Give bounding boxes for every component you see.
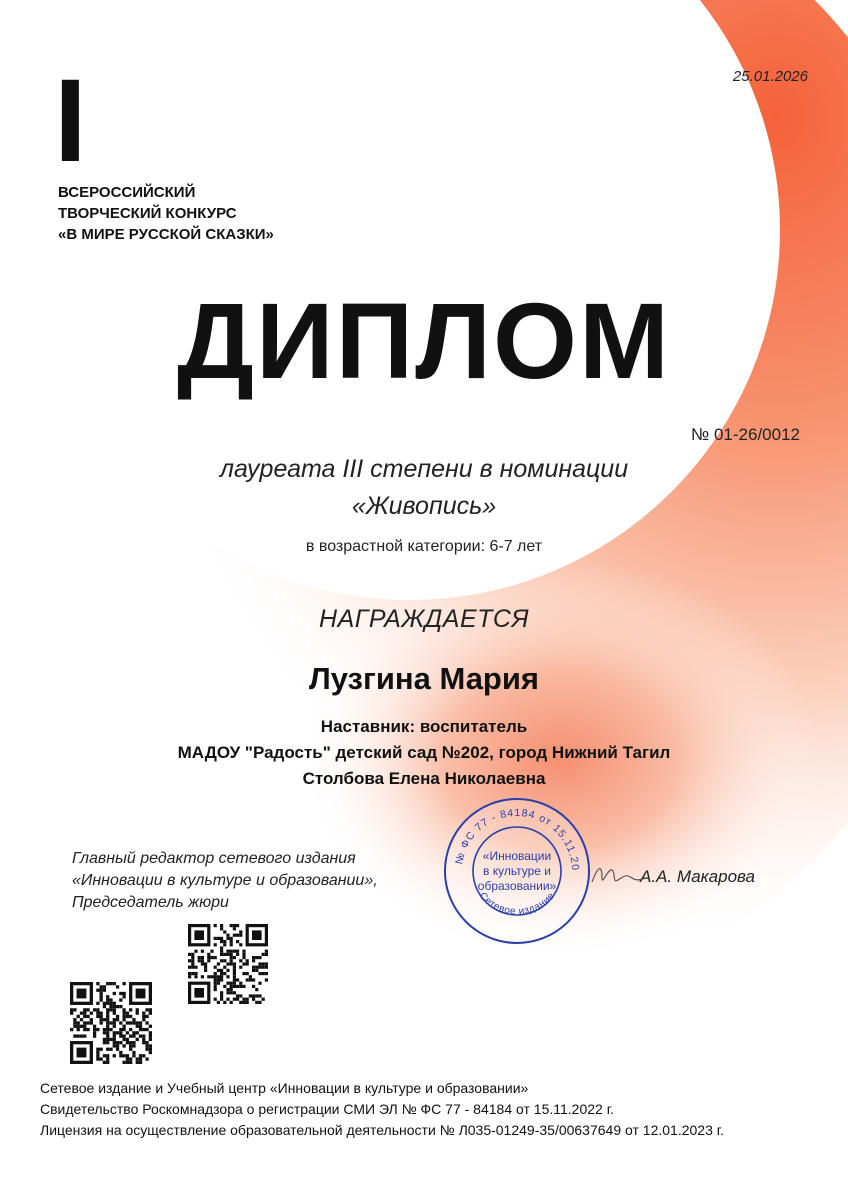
contest-title-line: ВСЕРОССИЙСКИЙ bbox=[58, 184, 196, 201]
stamp-center-line: образовании» bbox=[477, 878, 557, 893]
footer-legal-info bbox=[40, 1078, 724, 1141]
handwritten-signature bbox=[588, 860, 648, 890]
mentor-role: Наставник: воспитатель bbox=[320, 717, 528, 736]
mentor-name: Столбова Елена Николаевна bbox=[302, 769, 546, 788]
signatory-title: Главный редактор сетевого издания bbox=[72, 850, 356, 867]
mentor-organization: МАДОУ "Радость" детский сад №202, город Нижний Тагил bbox=[177, 743, 671, 762]
signer-name: А.А. Макарова bbox=[640, 867, 755, 886]
registration-number: № 01-26/0012 bbox=[691, 425, 800, 444]
footer-publisher: Сетевое издание и Учебный центр «Инновации в культуре и образовании» bbox=[40, 1080, 529, 1096]
signatory-role: Председатель жюри bbox=[72, 894, 229, 911]
stamp-center-line: в культуре и bbox=[482, 863, 552, 878]
recipient-name: Лузгина Мария bbox=[308, 661, 540, 696]
organization-stamp bbox=[442, 796, 592, 946]
nomination-degree: лауреата III степени в номинации bbox=[219, 455, 629, 483]
stamp-bottom-text: Сетевое издание bbox=[476, 890, 558, 918]
qr-code-icon[interactable] bbox=[188, 924, 268, 1004]
nomination bbox=[0, 451, 848, 525]
contest-title-line: «В МИРЕ РУССКОЙ СКАЗКИ» bbox=[58, 226, 274, 243]
issue-date: 25.01.2026 bbox=[732, 68, 808, 85]
stamp-center-text bbox=[442, 796, 592, 946]
mentor-info bbox=[0, 714, 848, 792]
contest-title bbox=[58, 182, 274, 245]
footer-registration: Свидетельство Роскомнадзора о регистрации СМИ ЭЛ № ФС 77 - 84184 от 15.11.2022 г. bbox=[40, 1101, 614, 1117]
awarded-label: НАГРАЖДАЕТСЯ bbox=[319, 605, 529, 633]
age-category: в возрастной категории: 6-7 лет bbox=[305, 538, 543, 555]
footer-license: Лицензия на осуществление образовательной деятельности № Л035-01249-35/00637649 от 12.01.2023 г. bbox=[40, 1122, 725, 1138]
signatory-organization: «Инновации в культуре и образовании», bbox=[72, 872, 378, 889]
contest-title-line: ТВОРЧЕСКИЙ КОНКУРС bbox=[58, 205, 237, 222]
stamp-ring-text: № ФС 77 - 84184 от 15.11.20 bbox=[453, 806, 582, 872]
place-numeral: I bbox=[54, 55, 87, 187]
qr-code-icon[interactable] bbox=[70, 982, 152, 1064]
signature-block bbox=[72, 848, 378, 914]
diploma-title: ДИПЛОМ bbox=[177, 280, 671, 401]
stamp-center-line: «Инновации bbox=[482, 848, 552, 863]
nomination-name: «Живопись» bbox=[351, 492, 497, 520]
